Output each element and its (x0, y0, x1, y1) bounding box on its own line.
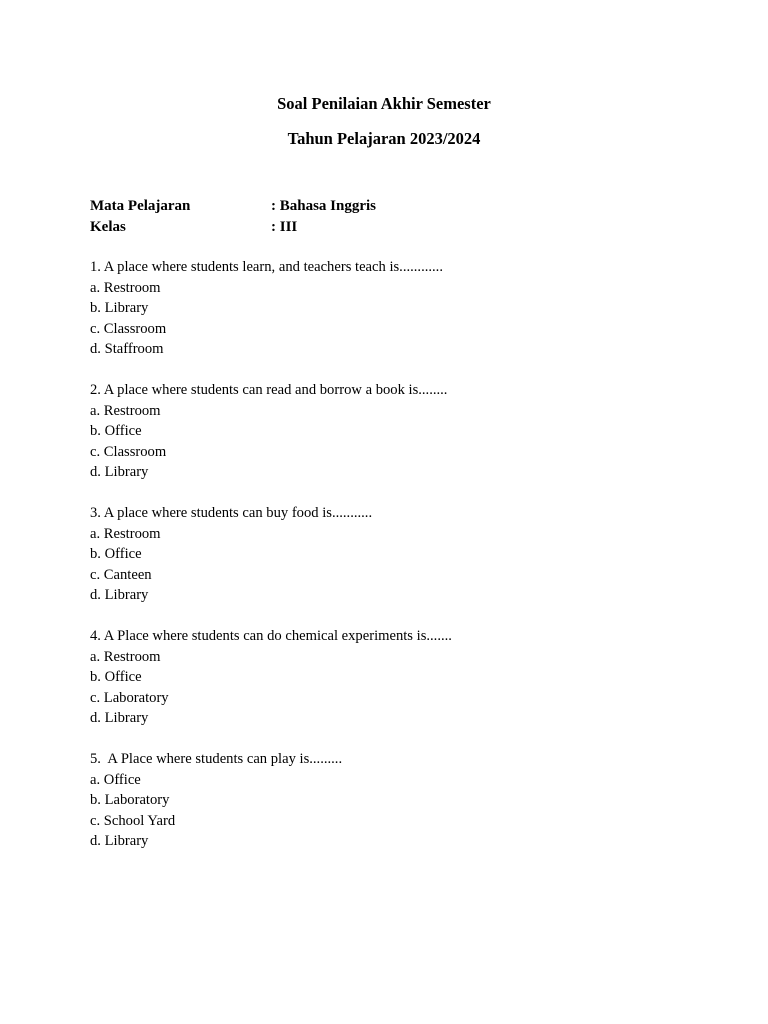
option-a: a. Office (90, 771, 141, 788)
option-d: d. Staffroom (90, 341, 164, 357)
question-3 (90, 503, 452, 606)
option-a: a. Restroom (90, 279, 161, 296)
option-c: c. School Yard (90, 812, 176, 829)
option-a: a. Restroom (90, 402, 161, 419)
question-list (90, 257, 452, 872)
option-b: b. Laboratory (90, 792, 170, 808)
document-title: Soal Penilaian Akhir Semester (277, 94, 491, 113)
option-b: b. Office (90, 669, 142, 685)
option-d: d. Library (90, 710, 149, 726)
question-1 (90, 257, 452, 360)
option-b: b. Office (90, 423, 142, 439)
option-d: d. Library (90, 833, 149, 849)
option-a: a. Restroom (90, 525, 161, 542)
question-2 (90, 380, 452, 483)
option-c: c. Classroom (90, 320, 167, 337)
subject-label: Mata Pelajaran (90, 198, 191, 214)
class-label: Kelas (90, 218, 126, 235)
option-d: d. Library (90, 464, 149, 480)
class-row (90, 217, 376, 238)
question-5 (90, 749, 452, 852)
option-c: c. Laboratory (90, 689, 169, 706)
question-text: 3. A place where students can buy food is........... (90, 505, 373, 521)
option-d: d. Library (90, 587, 149, 603)
question-text: 2. A place where students can read and borrow a book is........ (90, 382, 448, 398)
question-text: 1. A place where students learn, and teachers teach is............ (90, 259, 443, 275)
option-a: a. Restroom (90, 648, 161, 665)
exam-info (90, 196, 376, 237)
option-c: c. Classroom (90, 443, 167, 460)
option-b: b. Library (90, 300, 149, 316)
question-4 (90, 626, 452, 729)
option-b: b. Office (90, 546, 142, 562)
subject-value: : Bahasa Inggris (271, 198, 377, 214)
document-subtitle: Tahun Pelajaran 2023/2024 (287, 129, 481, 148)
class-value: : III (271, 218, 298, 235)
question-text: 5. A Place where students can play is......... (90, 751, 343, 767)
option-c: c. Canteen (90, 566, 152, 583)
subject-row (90, 196, 376, 217)
question-text: 4. A Place where students can do chemical experiments is....... (90, 628, 452, 644)
